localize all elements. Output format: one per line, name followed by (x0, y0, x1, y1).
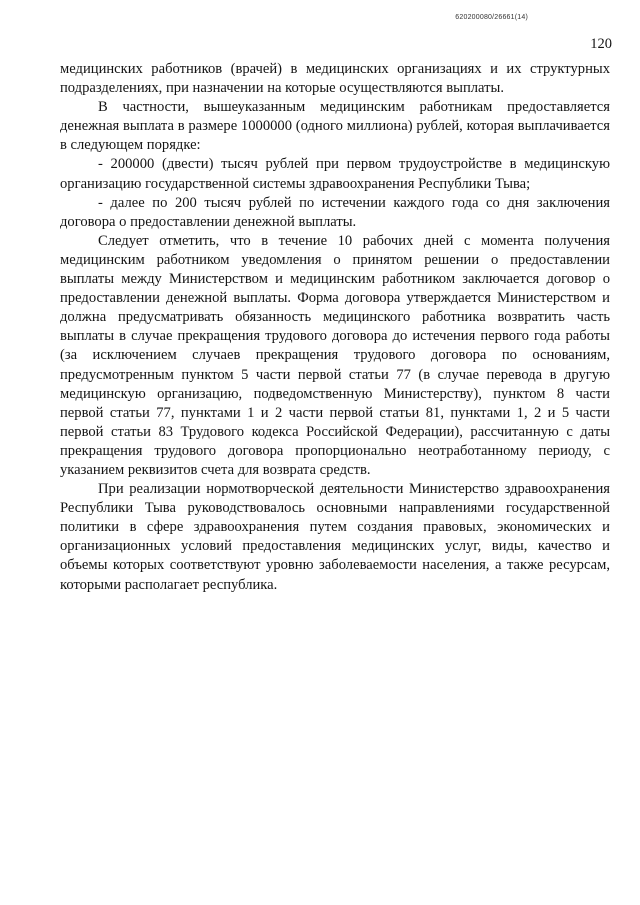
page-number: 120 (590, 36, 612, 52)
paragraph-contract-terms: Следует отметить, что в течение 10 рабочих дней с момента получения медицинским работником уведомления о принятом решении о предоставлении выплаты между Министерством и медицинским работником заключается договор о предоставлении денежной выплаты. Форма договора утверждается Министерством и должна предусматривать обязанность медицинского работника возвратить часть выплаты в случае прекращения трудового договора до истечения первого года работы (за исключением случаев прекращения трудового договора по основаниям, предусмотренным пунктом 5 части первой статьи 77 (в случае перевода в другую медицинскую организацию, подведомственную Министерству), пунктом 8 части первой статьи 77, пунктами 1 и 2 части первой статьи 81, пунктами 1, 2 и 5 части первой статьи 83 Трудового кодекса Российской Федерации), рассчитанную с даты прекращения трудового договора пропорционально неотработанному периоду, с указанием реквизитов счета для возврата средств. (60, 232, 610, 478)
paragraph-ministry-policy: При реализации нормотворческой деятельности Министерство здравоохранения Республики Тыва руководствовалось основными направлениями государственной политики в сфере здравоохранения путем создания правовых, экономических и организационных условий предоставления медицинских услуг, виды, качество и объемы которых соответствуют уровню заболеваемости населения, а также ресурсам, которыми располагает республика. (60, 481, 610, 593)
paragraph-continuation: медицинских работников (врачей) в медицинских организациях и их структурных подразделениях, при назначении на которые осуществляются выплаты. (60, 61, 610, 97)
document-id: 620200080/26661(14) (455, 14, 528, 21)
document-body (60, 60, 610, 595)
list-item-annual-payment: - далее по 200 тысяч рублей по истечении каждого года со дня заключения договора о предоставлении денежной выплаты. (60, 194, 610, 230)
list-item-first-payment: - 200000 (двести) тысяч рублей при первом трудоустройстве в медицинскую организацию государственной системы здравоохранения Республики Тыва; (60, 156, 610, 192)
paragraph-payment-amount: В частности, вышеуказанным медицинским работникам предоставляется денежная выплата в размере 1000000 (одного миллиона) рублей, которая выплачивается в следующем порядке: (60, 99, 610, 154)
